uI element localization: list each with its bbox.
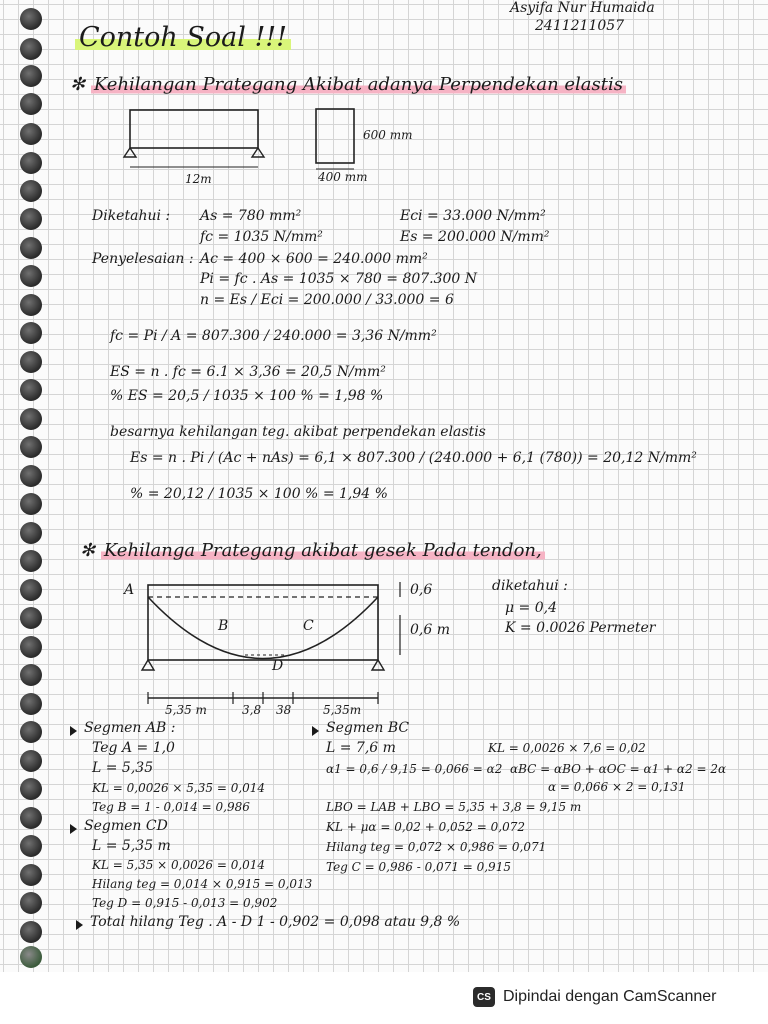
- point-b-label: B: [218, 618, 229, 634]
- step-es: ES = n . fc = 6.1 × 3,36 = 20,5 N/mm²: [110, 364, 386, 380]
- binding-hole: [20, 864, 42, 886]
- segmen-bc-line: Teg C = 0,986 - 0,071 = 0,915: [326, 860, 511, 874]
- binding-hole: [20, 152, 42, 174]
- camscanner-label: Dipindai dengan CamScanner: [503, 988, 717, 1005]
- camscanner-watermark: [473, 983, 716, 1011]
- percent-formula: % = 20,12 / 1035 × 100 % = 1,94 %: [130, 486, 388, 502]
- binding-hole: [20, 892, 42, 914]
- binding-hole: [20, 351, 42, 373]
- binding-hole: [20, 93, 42, 115]
- segmen-ab-title: Segmen AB :: [84, 720, 176, 736]
- segmen-bc-line: KL + μα = 0,02 + 0,052 = 0,072: [326, 820, 525, 834]
- segmen-ab-line: Teg B = 1 - 0,014 = 0,986: [92, 800, 250, 814]
- tendon-diagram: [120, 570, 420, 720]
- binding-hole: [20, 693, 42, 715]
- point-a-label: A: [124, 582, 135, 598]
- segmen-bc-line: αBC = αBO + αOC = α1 + α2 = 2α: [510, 762, 727, 776]
- binding-hole: [20, 778, 42, 800]
- binding-hole: [20, 38, 42, 60]
- segmen-bc-line: L = 7,6 m: [326, 740, 396, 756]
- point-c-label: C: [303, 618, 314, 634]
- binding-hole: [20, 408, 42, 430]
- bullet-icon: [70, 824, 77, 834]
- es-formula: Es = n . Pi / (Ac + nAs) = 6,1 × 807.300 / (240.000 + 6,1 (780)) = 20,12 N/mm²: [130, 450, 697, 466]
- bullet-icon: [76, 920, 83, 930]
- step-pi: Pi = fc . As = 1035 × 780 = 807.300 N: [200, 271, 478, 287]
- section1-heading: [70, 74, 626, 95]
- besarnya-label: besarnya kehilangan teg. akibat perpendekan elastis: [110, 424, 486, 440]
- span-label-3: 38: [276, 703, 292, 717]
- binding-hole: [20, 550, 42, 572]
- segmen-bc-line: α1 = 0,6 / 9,15 = 0,066 = α2: [326, 762, 503, 776]
- segmen-ab-line: Teg A = 1,0: [92, 740, 175, 756]
- step-fc: fc = Pi / A = 807.300 / 240.000 = 3,36 N/mm²: [110, 328, 437, 344]
- binding-hole: [20, 465, 42, 487]
- span-label-4: 5,35m: [323, 703, 362, 717]
- segmen-cd-line: Teg D = 0,915 - 0,013 = 0,902: [92, 896, 278, 910]
- segmen-bc-line: Hilang teg = 0,072 × 0,986 = 0,071: [326, 840, 547, 854]
- asterisk-icon: ✻: [70, 74, 86, 95]
- binding-hole: [20, 493, 42, 515]
- given-as: As = 780 mm²: [200, 208, 302, 224]
- binding-hole: [20, 436, 42, 458]
- diketahui-label: Diketahui :: [92, 208, 171, 224]
- binding-hole: [20, 123, 42, 145]
- binding-hole: [20, 237, 42, 259]
- binding-hole: [20, 579, 42, 601]
- section-height-label: 600 mm: [363, 128, 413, 142]
- binding-hole: [20, 946, 42, 968]
- segmen-cd-line: KL = 5,35 × 0,0026 = 0,014: [92, 858, 266, 872]
- section2-heading: [80, 540, 545, 561]
- author-name: Asyifa Nur Humaida: [510, 0, 655, 16]
- step-ac: Ac = 400 × 600 = 240.000 mm²: [200, 251, 428, 267]
- binding-hole: [20, 522, 42, 544]
- section2-heading-text: Kehilanga Prategang akibat gesek Pada tendon,: [101, 540, 545, 561]
- step-n: n = Es / Eci = 200.000 / 33.000 = 6: [200, 292, 454, 308]
- binding-hole: [20, 379, 42, 401]
- beam-sketch: [118, 105, 418, 190]
- binding-hole: [20, 265, 42, 287]
- binding-hole: [20, 180, 42, 202]
- binding-hole: [20, 208, 42, 230]
- given-es: Es = 200.000 N/mm²: [400, 229, 550, 245]
- segmen-cd-title: Segmen CD: [84, 818, 168, 834]
- span-label-1: 5,35 m: [165, 703, 207, 717]
- author-id: 2411211057: [535, 18, 625, 34]
- total-line: Total hilang Teg . A - D 1 - 0,902 = 0,098 atau 9,8 %: [90, 914, 461, 930]
- bullet-icon: [70, 726, 77, 736]
- given-mu: μ = 0,4: [505, 600, 557, 616]
- span-label-2: 3,8: [242, 703, 262, 717]
- given-k: K = 0.0026 Permeter: [505, 620, 656, 636]
- binding-hole: [20, 294, 42, 316]
- segmen-bc-line: α = 0,066 × 2 = 0,131: [548, 780, 686, 794]
- binding-hole: [20, 607, 42, 629]
- binding-hole: [20, 664, 42, 686]
- binding-hole: [20, 8, 42, 30]
- section-width-label: 400 mm: [318, 170, 368, 184]
- dim-mid-label: 0,6 m: [410, 622, 450, 638]
- binding-hole: [20, 835, 42, 857]
- bullet-icon: [312, 726, 319, 736]
- diketahui2-label: diketahui :: [492, 578, 568, 594]
- given-eci: Eci = 33.000 N/mm²: [400, 208, 546, 224]
- section1-heading-text: Kehilangan Prategang Akibat adanya Perpendekan elastis: [91, 74, 626, 95]
- binding-hole: [20, 807, 42, 829]
- dim-top-label: 0,6: [410, 582, 433, 598]
- given-fc: fc = 1035 N/mm²: [200, 229, 323, 245]
- asterisk-icon: ✻: [80, 540, 96, 561]
- binding-hole: [20, 636, 42, 658]
- page-title: Contoh Soal !!!: [75, 22, 291, 53]
- binding-hole: [20, 65, 42, 87]
- segmen-bc-line: KL = 0,0026 × 7,6 = 0,02: [488, 741, 646, 755]
- binding-hole: [20, 721, 42, 743]
- segmen-bc-line: LBO = LAB + LBO = 5,35 + 3,8 = 9,15 m: [326, 800, 582, 814]
- penyelesaian-label: Penyelesaian :: [92, 251, 194, 267]
- segmen-bc-title: Segmen BC: [326, 720, 410, 736]
- point-d-label: D: [272, 658, 284, 674]
- camscanner-logo-icon: CS: [473, 987, 495, 1007]
- step-percent-es: % ES = 20,5 / 1035 × 100 % = 1,98 %: [110, 388, 384, 404]
- segmen-cd-line: Hilang teg = 0,014 × 0,915 = 0,013: [92, 877, 313, 891]
- beam-length-label: 12m: [185, 172, 212, 186]
- binding-hole: [20, 921, 42, 943]
- segmen-ab-line: L = 5,35: [92, 760, 154, 776]
- binding-hole: [20, 322, 42, 344]
- binding-hole: [20, 750, 42, 772]
- segmen-ab-line: KL = 0,0026 × 5,35 = 0,014: [92, 781, 266, 795]
- segmen-cd-line: L = 5,35 m: [92, 838, 171, 854]
